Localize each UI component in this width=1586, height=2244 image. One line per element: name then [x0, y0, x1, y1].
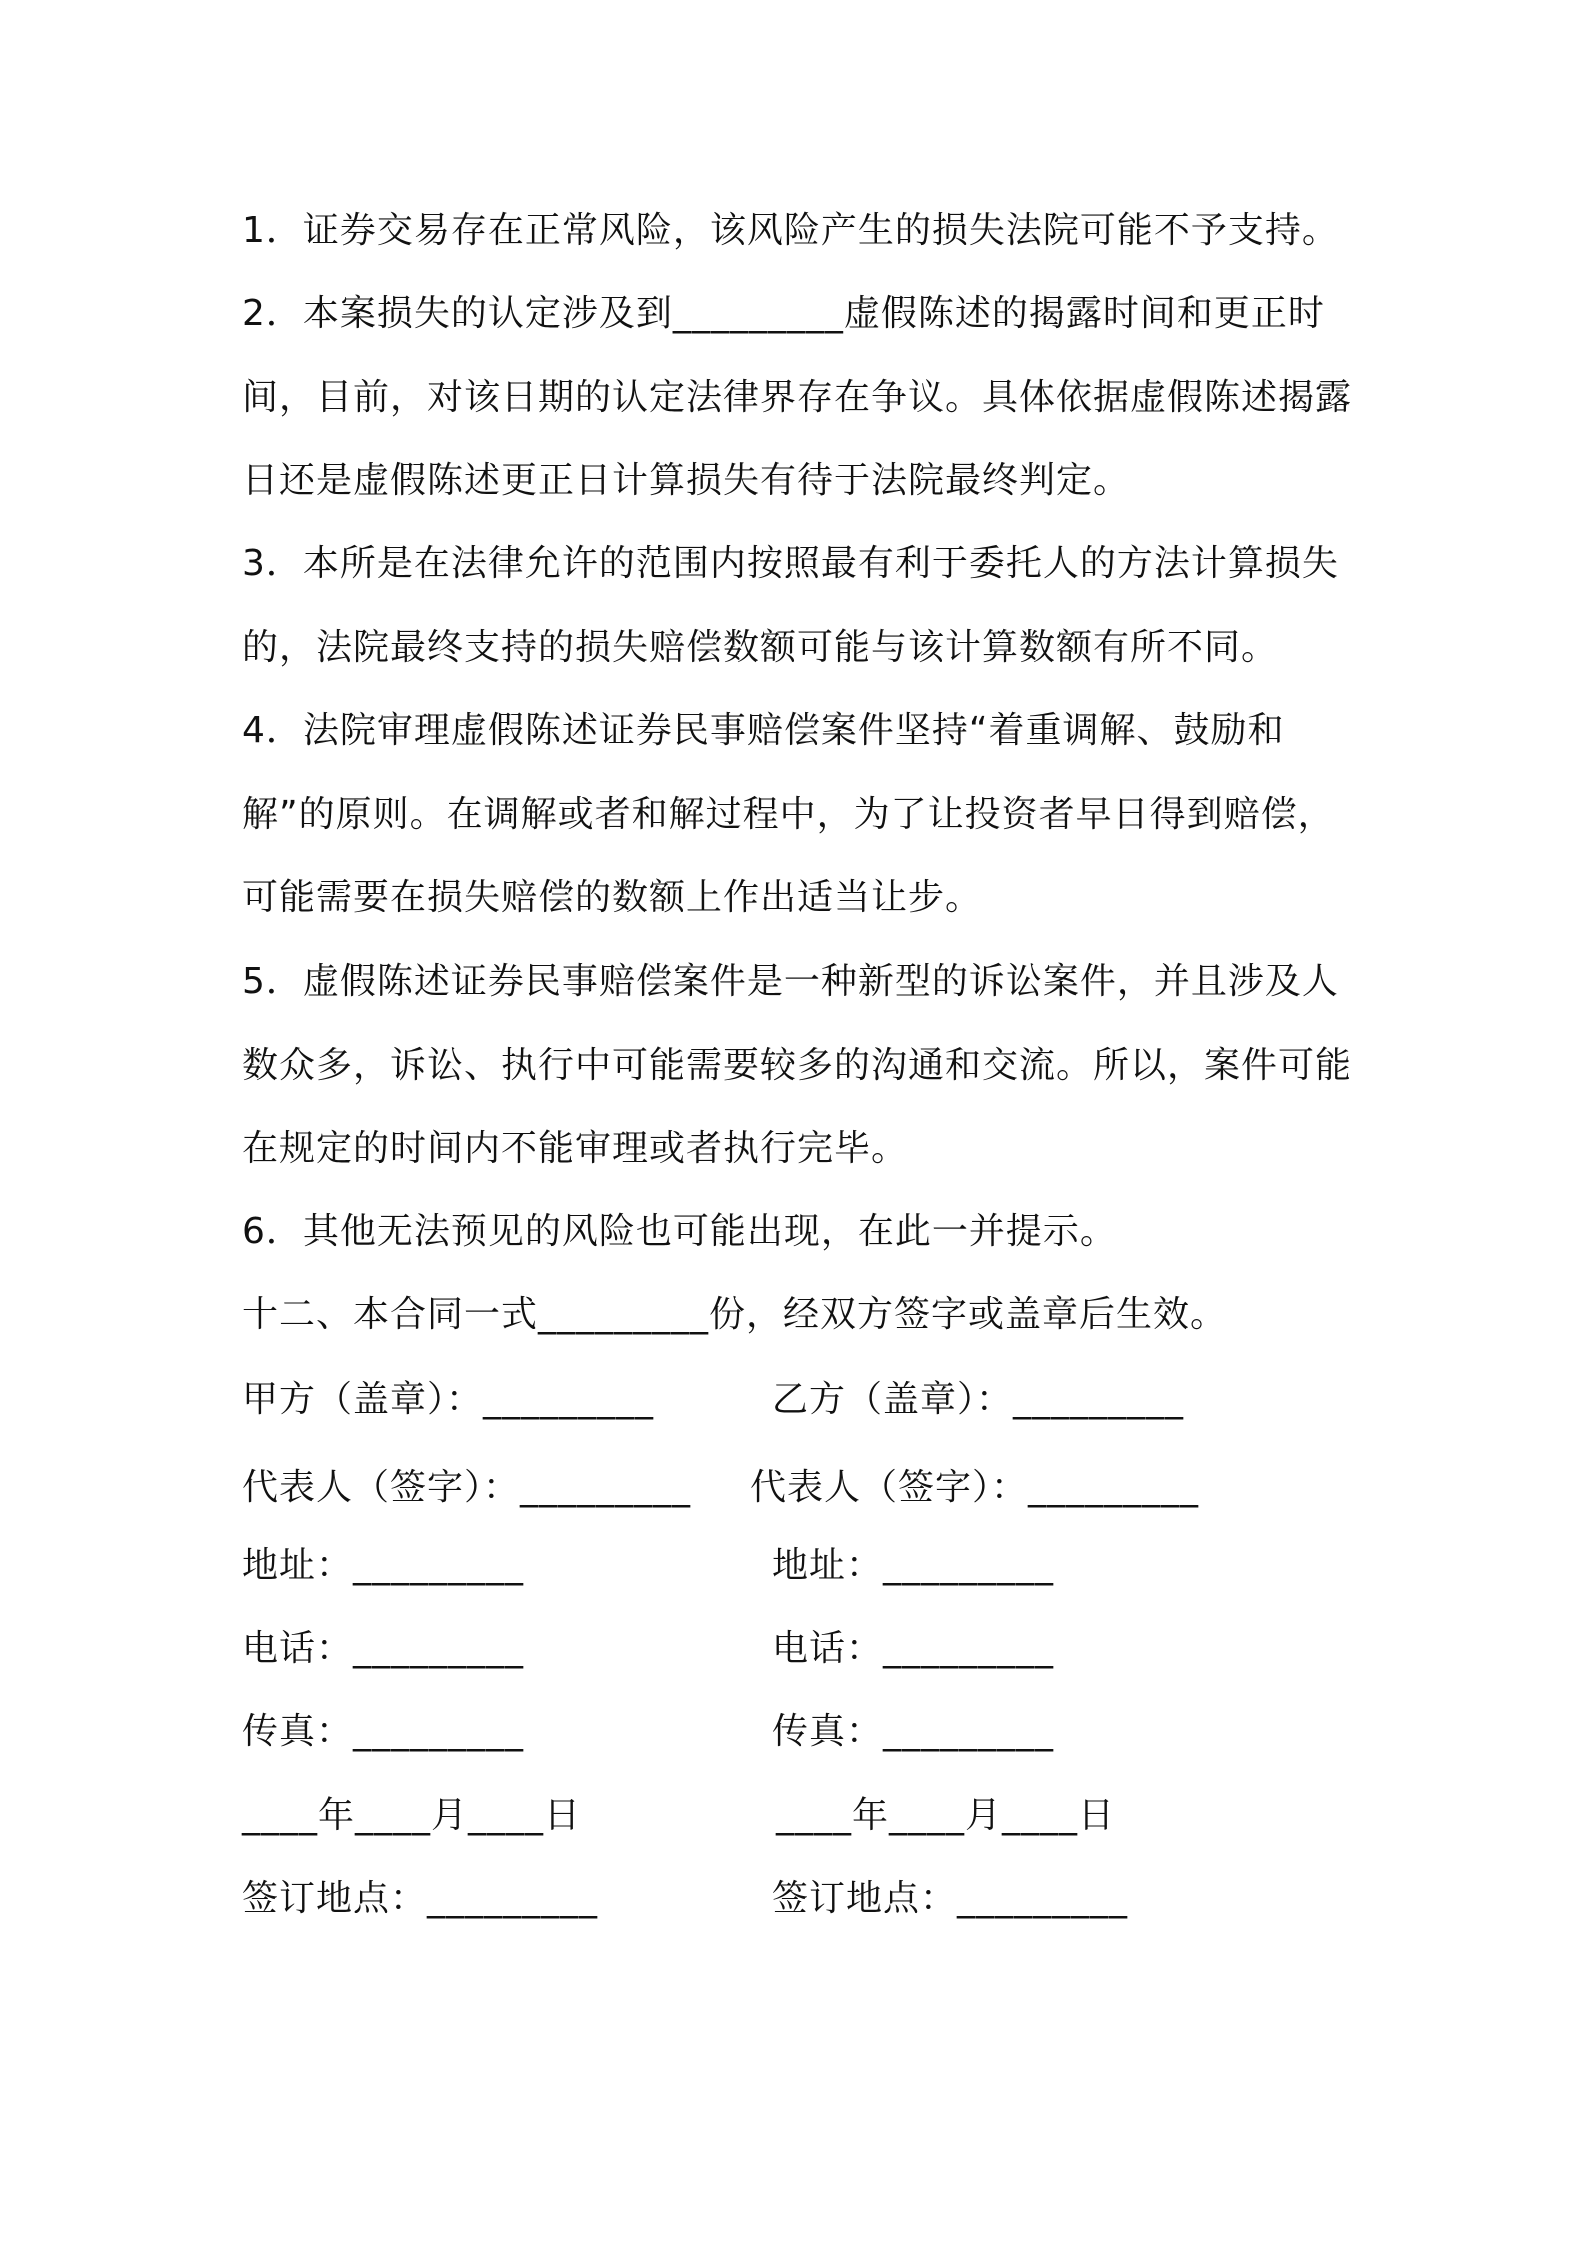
risk-item-2: 2．本案损失的认定涉及到_________虚假陈述的揭露时间和更正时间，目前，对该日期的认定法律界存在争议。具体依据虚假陈述揭露日还是虚假陈述更正日计算损失有待于法院最终判定。 — [242, 293, 1353, 501]
risk-item-3: 3．本所是在法律允许的范围内按照最有利于委托人的方法计算损失的，法院最终支持的损失赔偿数额可能与该计算数额有所不同。 — [242, 543, 1339, 668]
date-a: ____年____月____日 — [242, 1795, 582, 1836]
risk-item-4: 4．法院审理虚假陈述证券民事赔偿案件坚持“着重调解、鼓励和解”的原则。在调解或者和解过程中，为了让投资者早日得到赔偿，可能需要在损失赔偿的数额上作出适当让步。 — [242, 710, 1335, 918]
fax-b: 传真：_________ — [772, 1711, 1055, 1752]
clause-twelve: 十二、本合同一式_________份，经双方签字或盖章后生效。 — [242, 1294, 1228, 1335]
fax-a: 传真：_________ — [242, 1711, 525, 1752]
signing-place-b: 签订地点：_________ — [772, 1878, 1129, 1919]
party-b-seal: 乙方（盖章）：_________ — [772, 1379, 1185, 1420]
phone-b: 电话：_________ — [772, 1628, 1055, 1669]
address-a: 地址：_________ — [242, 1545, 525, 1586]
address-b: 地址：_________ — [772, 1545, 1055, 1586]
party-a-seal: 甲方（盖章）：_________ — [242, 1379, 655, 1420]
risk-item-5: 5．虚假陈述证券民事赔偿案件是一种新型的诉讼案件，并且涉及人数众多，诉讼、执行中可能需要较多的沟通和交流。所以，案件可能在规定的时间内不能审理或者执行完毕。 — [242, 961, 1353, 1169]
risk-item-1: 1．证券交易存在正常风险，该风险产生的损失法院可能不予支持。 — [242, 210, 1339, 251]
rep-a-signature: 代表人（签字）：_________ — [242, 1467, 692, 1508]
signing-place-a: 签订地点：_________ — [242, 1878, 599, 1919]
phone-a: 电话：_________ — [242, 1628, 525, 1669]
risk-item-6: 6．其他无法预见的风险也可能出现，在此一并提示。 — [242, 1211, 1117, 1252]
rep-b-signature: 代表人（签字）：_________ — [750, 1467, 1200, 1508]
date-b: ____年____月____日 — [776, 1795, 1116, 1836]
